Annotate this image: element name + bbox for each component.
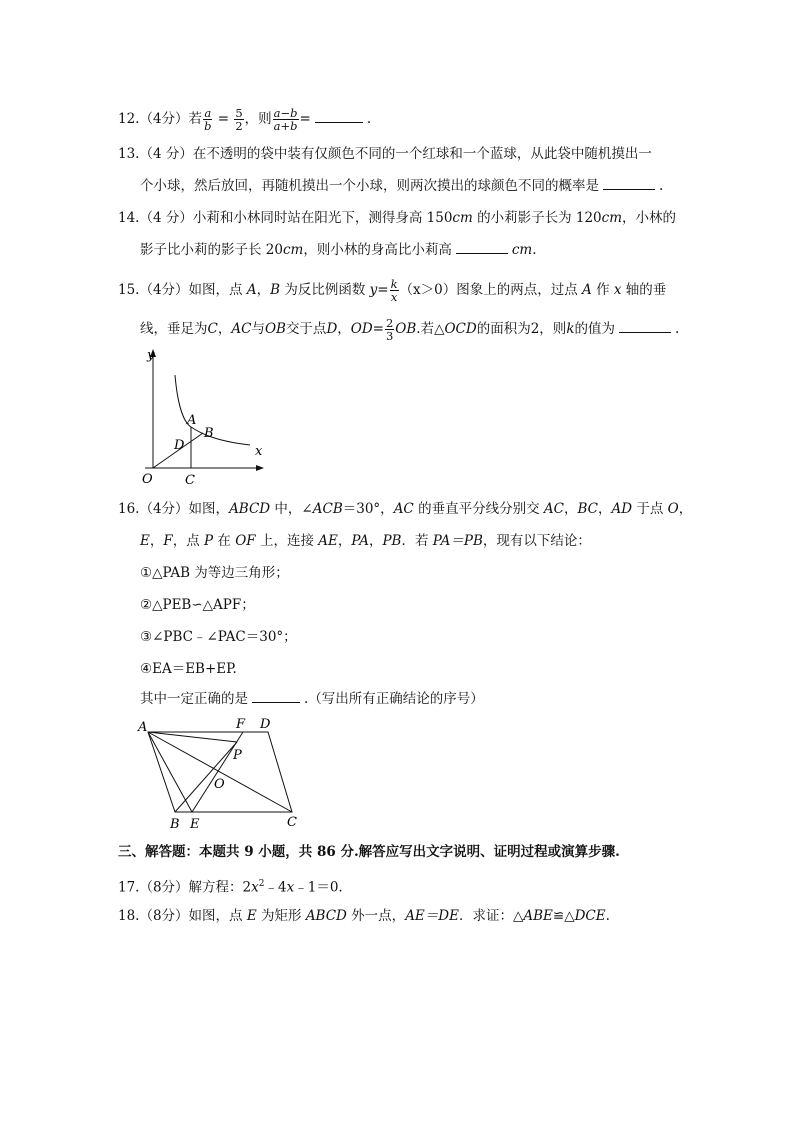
var-x: x: [613, 282, 622, 298]
q15-text: （x＞0）图象上的两点，过点: [399, 282, 583, 298]
q18-text: ≌△: [552, 908, 575, 924]
var-x: x: [251, 879, 259, 896]
conclusion-2: ②△PEB∽△APF；: [140, 597, 255, 613]
question-13-line-1: 13.（4 分）在不透明的袋中装有仅颜色不同的一个红球和一个蓝球，从此袋中随机摸出一: [118, 146, 652, 162]
q15-text: 15.（4分）如图，点: [118, 282, 247, 298]
segment-AC: AC: [393, 501, 414, 517]
figure-q15-hyperbola: [130, 345, 270, 495]
label-O: O: [214, 777, 225, 792]
q15-text: 的面积为2，则: [476, 321, 567, 337]
label-E: E: [190, 817, 200, 832]
q13-text: 个小球，然后放回，再随机摸出一个小球，则两次摸出的球颜色不同的概率是: [140, 178, 599, 194]
question-14-line-2: [140, 241, 537, 259]
q15-text: 作: [591, 282, 614, 298]
segment-OB: OB: [264, 321, 286, 337]
point-A: A: [582, 282, 592, 298]
q16-text: ＝30°，: [342, 501, 394, 517]
q16-text: 上，连接: [255, 533, 319, 549]
q14-text: ，则小林的身高比小莉高: [303, 242, 452, 258]
segment-OF: OF: [235, 533, 256, 549]
answer-blank[interactable]: [603, 177, 655, 190]
label-A: A: [138, 720, 148, 735]
frac-num: k: [390, 277, 398, 291]
label-D: D: [260, 717, 271, 732]
triangle-OCD: OCD: [444, 321, 477, 337]
q17-text: ﹣1＝0.: [294, 879, 343, 896]
label-C: C: [287, 815, 297, 830]
point-P: P: [204, 533, 214, 549]
q15-text: 线，垂足为: [140, 321, 208, 337]
function-lhs: y=: [369, 282, 389, 298]
condition-AE-DE: AE＝DE: [405, 908, 459, 924]
q12-text: ，则: [244, 111, 272, 127]
equals-sign: =: [217, 111, 230, 127]
q15-text: 轴的垂: [621, 282, 667, 298]
frac-num: a−b: [273, 106, 298, 120]
period: .: [366, 111, 372, 127]
q15-text: 与: [251, 321, 265, 337]
question-16-line-2: E，F，点 P 在 OF 上，连接 AE，PA，PB．若 PA＝PB，现有以下结论：: [140, 533, 591, 549]
q18-text: ．求证：△: [458, 908, 524, 924]
question-17: [118, 875, 343, 897]
point-D: D: [326, 321, 338, 337]
frac-den: 2: [235, 119, 243, 133]
q14-text: 的小莉影子长为 120: [472, 210, 602, 226]
q16-text: .（写出所有正确结论的序号）: [304, 691, 484, 707]
fraction-a-over-b: [203, 107, 212, 132]
conclusion-1: ①△PAB 为等边三角形；: [140, 565, 289, 581]
segment-OD: OD=: [350, 321, 384, 337]
period: .: [532, 242, 537, 258]
question-12: [118, 107, 371, 132]
answer-blank[interactable]: [252, 690, 300, 703]
figure-q16-parallelogram: [130, 712, 310, 837]
unit-cm: cm: [452, 210, 473, 226]
angle-ACB: ACB: [312, 501, 343, 517]
question-15-line-2: [140, 317, 679, 342]
q16-text: ，点: [172, 533, 205, 549]
q16-text: 于点: [632, 501, 668, 517]
rectangle-ABCD: ABCD: [305, 908, 347, 924]
segment-AC: AC: [231, 321, 252, 337]
label-y: y: [147, 348, 155, 363]
triangle-DCE: DCE: [574, 908, 606, 924]
condition-PA-PB: PA＝PB: [432, 533, 483, 549]
segment-AD: AD: [611, 501, 633, 517]
point-F: F: [163, 533, 173, 549]
label-B: B: [204, 426, 214, 441]
q14-text: ，小林的: [622, 210, 677, 226]
point-E: E: [140, 533, 150, 549]
frac-den: x: [390, 290, 398, 304]
fraction-expression: [273, 107, 299, 132]
label-F: F: [236, 717, 246, 732]
triangle-ABE: ABE: [523, 908, 553, 924]
unit-cm: cm: [282, 242, 304, 258]
label-P: P: [233, 748, 242, 763]
q18-text: 18.（8分）如图，点: [118, 908, 247, 924]
segment-AP: [148, 732, 237, 742]
fraction-5-over-2: [234, 107, 243, 132]
label-D: D: [174, 438, 185, 453]
label-B: B: [170, 817, 180, 832]
point-E: E: [246, 908, 257, 924]
equals-sign: =: [299, 111, 311, 127]
conclusion-4: ④EA＝EB+EP.: [140, 661, 237, 677]
q15-text: ，: [337, 321, 351, 337]
frac-num: a: [204, 106, 212, 120]
label-C: C: [185, 473, 195, 488]
point-C: C: [207, 321, 218, 337]
q15-text: 交于点: [285, 321, 327, 337]
frac-num: 5: [235, 106, 243, 120]
q15-text: 的值为: [574, 321, 615, 337]
q18-text: 为矩形: [256, 908, 306, 924]
frac-num: 2: [385, 316, 394, 330]
frac-den: a+b: [273, 119, 298, 133]
section-3-heading: 三、解答题：本题共 9 小题，共 86 分.解答应写出文字说明、证明过程或演算步骤.: [118, 844, 620, 860]
q16-text: ，: [149, 533, 164, 549]
segment-PA: PA: [351, 533, 369, 549]
q16-text: 的垂直平分线分别交: [413, 501, 544, 517]
q15-text: .若△: [416, 321, 445, 337]
question-13-line-2: [140, 177, 663, 195]
label-O: O: [142, 472, 153, 487]
q15-text: ，: [256, 282, 271, 298]
q15-text: ，: [217, 321, 232, 337]
q17-text: ﹣4: [264, 879, 287, 896]
period: .: [659, 178, 664, 194]
segment-OB: OB: [395, 321, 417, 337]
q18-text: 外一点，: [346, 908, 406, 924]
question-18: [118, 907, 610, 925]
period: .: [675, 321, 680, 337]
question-15-line-1: [118, 278, 666, 303]
q15-text: 为反比例函数: [280, 282, 370, 298]
unit-cm: cm: [511, 242, 533, 258]
q16-text: 中，∠: [270, 501, 313, 517]
q16-text: 其中一定正确的是: [140, 691, 248, 707]
fraction-2-over-3: [385, 317, 394, 342]
var-k: k: [566, 321, 575, 337]
segment-PB: PB: [382, 533, 402, 549]
segment-AE: AE: [318, 533, 338, 549]
question-14-line-1: [118, 209, 676, 227]
q16-text: 16.（4分）如图，: [118, 501, 230, 517]
var-x: x: [286, 879, 295, 896]
x-axis-arrow: [256, 465, 264, 471]
q14-text: 影子比小莉的影子长 20: [140, 242, 283, 258]
q17-text: 17.（8分）解方程：2: [118, 879, 252, 896]
answer-blank[interactable]: [456, 241, 508, 254]
q14-text: 14.（4 分）小莉和小林同时站在阳光下，测得身高 150: [118, 210, 453, 226]
exponent: 2: [258, 879, 265, 889]
conclusion-3: ③∠PBC﹣∠PAC＝30°；: [140, 629, 297, 645]
q16-text: ，现有以下结论：: [482, 533, 591, 549]
segment-BC: BC: [577, 501, 598, 517]
unit-cm: cm: [601, 210, 623, 226]
q16-text: 在: [213, 533, 236, 549]
point-O: O: [667, 501, 679, 517]
fraction-k-over-x: [390, 278, 399, 303]
answer-blank[interactable]: [315, 110, 363, 123]
frac-den: b: [204, 119, 212, 133]
segment-AC: AC: [543, 501, 564, 517]
q12-stem: 12.（4分）若: [118, 111, 203, 127]
point-A: A: [246, 282, 257, 298]
question-16-ask: [140, 690, 484, 708]
frac-den: 3: [385, 329, 394, 343]
point-B: B: [270, 282, 281, 298]
label-x: x: [255, 444, 263, 459]
question-16-line-1: 16.（4分）如图，ABCD 中，∠ACB＝30°，AC 的垂直平分线分别交 AC，BC，AD 于点 O，: [118, 501, 693, 517]
period: .: [605, 908, 610, 924]
answer-blank[interactable]: [619, 320, 671, 333]
label-A: A: [187, 413, 197, 428]
q16-text: ．若: [401, 533, 433, 549]
parallelogram-ABCD: ABCD: [229, 501, 271, 517]
